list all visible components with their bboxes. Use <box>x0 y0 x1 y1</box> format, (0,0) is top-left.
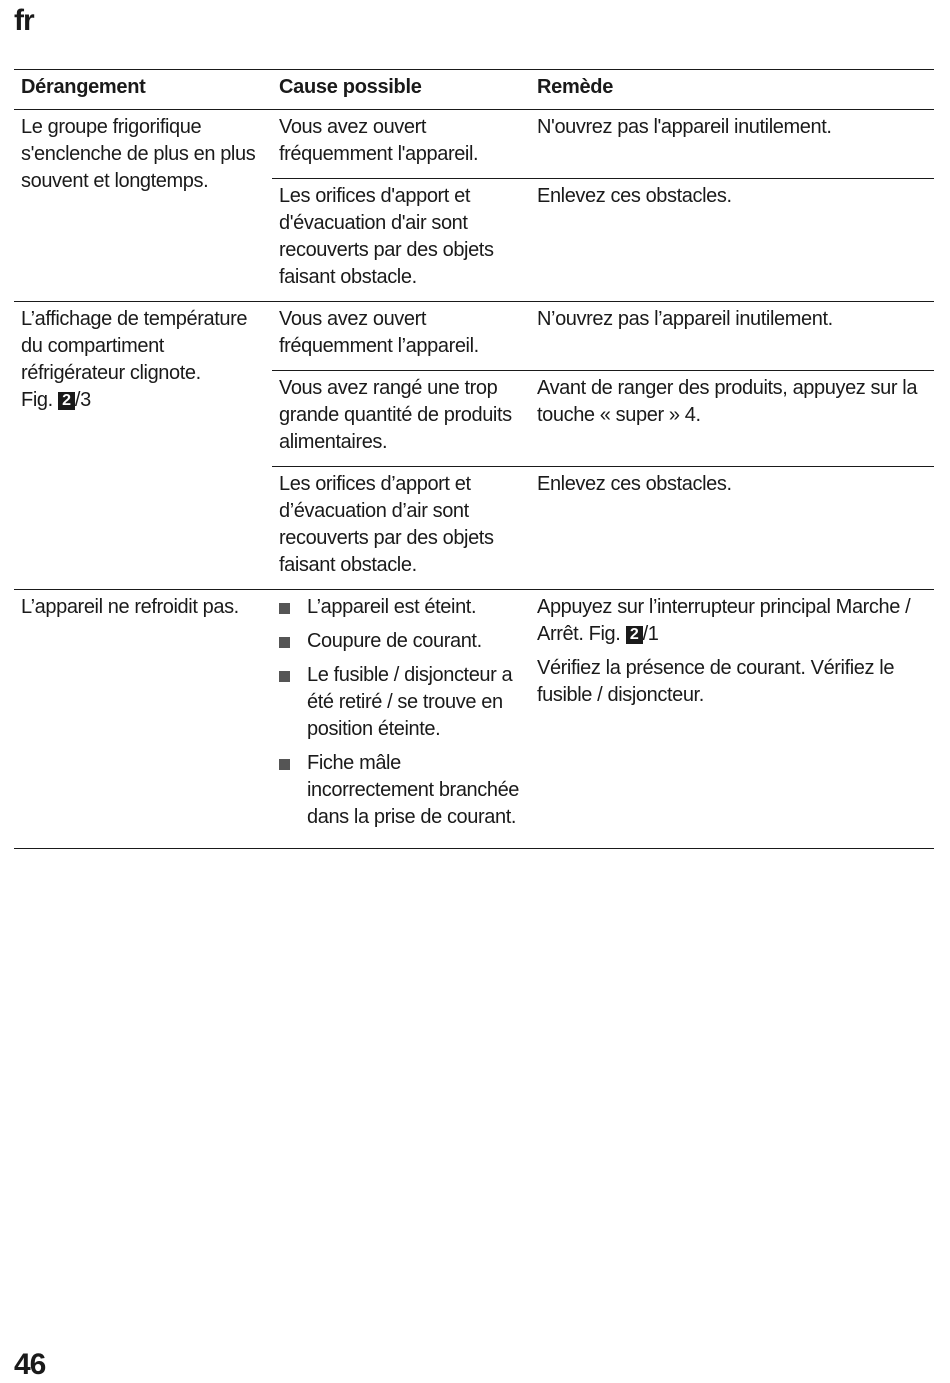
header-remedy: Remède <box>530 70 934 110</box>
cause-cell: Les orifices d’apport et d’évacuation d’air sont recouverts par des objets faisant obstacle. <box>272 467 530 590</box>
remedy-text: Appuyez sur l’interrupteur principal Marche / Arrêt. Fig. <box>537 596 911 645</box>
remedy-cell: Enlevez ces obstacles. <box>530 179 934 302</box>
list-item <box>279 628 523 655</box>
list-item-text: Le fusible / disjoncteur a été retiré / se trouve en position éteinte. <box>307 664 513 740</box>
cause-cell <box>272 590 530 849</box>
square-bullet-icon <box>279 671 290 682</box>
remedy-paragraph: Vérifiez la présence de courant. Vérifiez le fusible / disjoncteur. <box>537 657 895 706</box>
figure-number-badge: 2 <box>58 392 75 410</box>
fault-cell <box>14 302 272 590</box>
fault-cell: L’appareil ne refroidit pas. <box>14 590 272 849</box>
remedy-cell: Avant de ranger des produits, appuyez sur la touche « super » 4. <box>530 371 934 467</box>
fig-suffix: /3 <box>74 389 91 411</box>
table-row <box>14 590 934 849</box>
fault-text: L’affichage de température du compartiment réfrigérateur clignote. <box>21 308 248 384</box>
fault-cell: Le groupe frigorifique s'enclenche de plus en plus souvent et longtemps. <box>14 110 272 302</box>
square-bullet-icon <box>279 759 290 770</box>
cause-cell: Vous avez rangé une trop grande quantité de produits alimentaires. <box>272 371 530 467</box>
header-cause: Cause possible <box>272 70 530 110</box>
remedy-cell: Enlevez ces obstacles. <box>530 467 934 590</box>
remedy-cell: N'ouvrez pas l'appareil inutilement. <box>530 110 934 179</box>
table-row <box>14 110 934 179</box>
table-row <box>14 302 934 371</box>
figure-number-badge: 2 <box>626 626 643 644</box>
page-number: 46 <box>14 1348 46 1381</box>
remedy-cell <box>530 590 934 849</box>
cause-cell: Vous avez ouvert fréquemment l'appareil. <box>272 110 530 179</box>
cause-cell: Vous avez ouvert fréquemment l’appareil. <box>272 302 530 371</box>
list-item-text: Fiche mâle incorrectement branchée dans la prise de courant. <box>307 752 520 828</box>
fig-suffix: /1 <box>642 623 659 645</box>
cause-list <box>279 594 523 831</box>
list-item-text: Coupure de courant. <box>307 630 482 652</box>
fig-prefix: Fig. <box>21 389 58 411</box>
list-item <box>279 662 523 743</box>
cause-cell: Les orifices d'apport et d'évacuation d'air sont recouverts par des objets faisant obstacle. <box>272 179 530 302</box>
table-header-row <box>14 70 934 110</box>
header-fault: Dérangement <box>14 70 272 110</box>
square-bullet-icon <box>279 603 290 614</box>
remedy-paragraph <box>537 594 927 648</box>
square-bullet-icon <box>279 637 290 648</box>
list-item <box>279 594 523 621</box>
troubleshooting-table <box>14 69 934 849</box>
list-item-text: L’appareil est éteint. <box>307 596 477 618</box>
remedy-cell: N’ouvrez pas l’appareil inutilement. <box>530 302 934 371</box>
list-item <box>279 750 523 831</box>
language-code: fr <box>14 4 34 37</box>
